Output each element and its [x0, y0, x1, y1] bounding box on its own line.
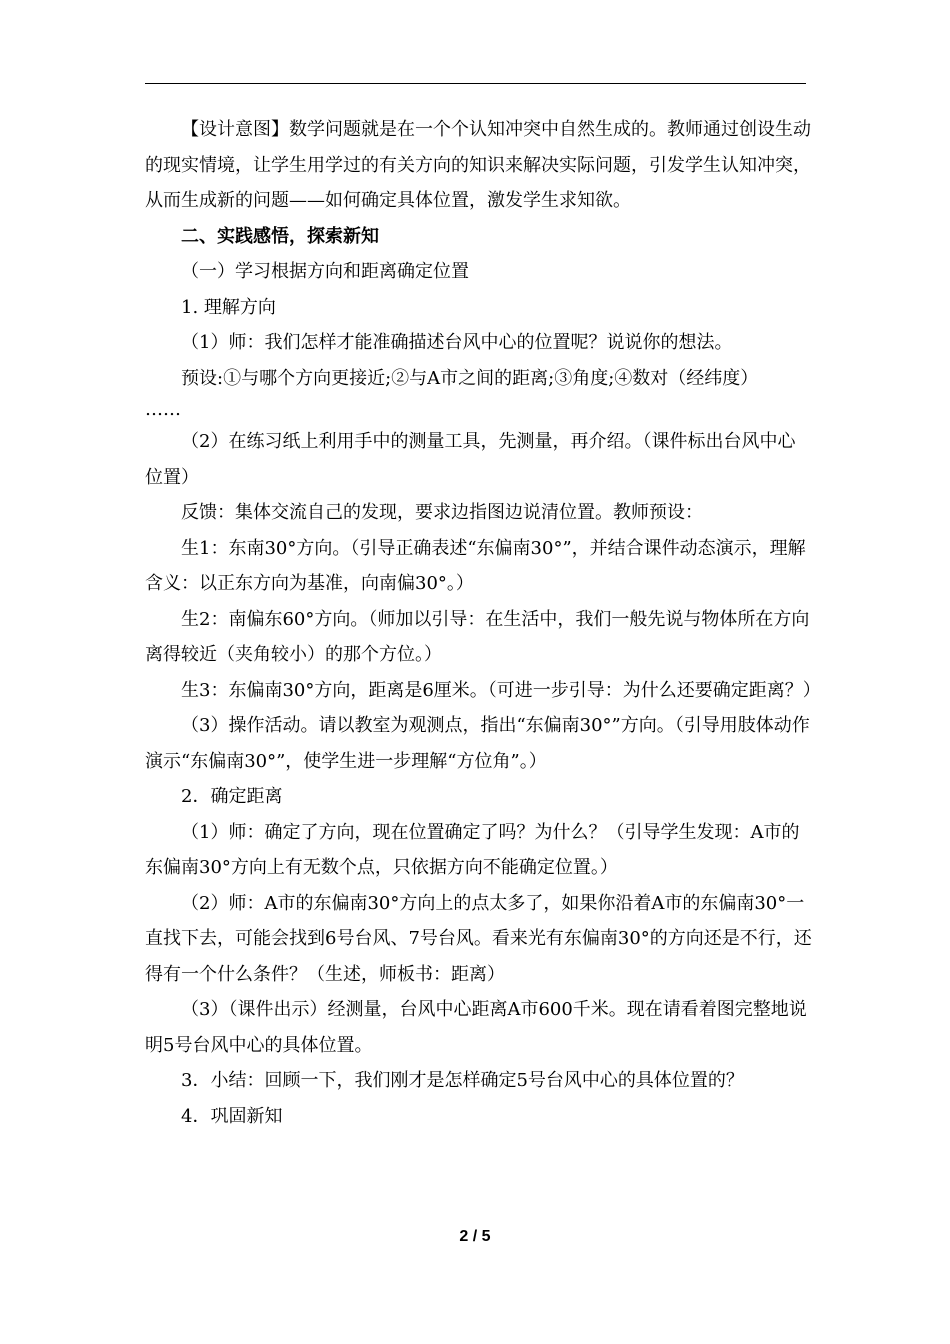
- step-heading-consolidate: 4．巩固新知: [181, 1105, 283, 1127]
- paragraph-courseware: （3）（课件出示）经测量，台风中心距离A市600千米。现在请看着图完整地说明5号台风中心的具体位置。: [145, 999, 807, 1056]
- step-heading-determine-distance: 2．确定距离: [181, 786, 283, 807]
- paragraph-measure: （2）在练习纸上利用手中的测量工具，先测量，再介绍。（课件标出台风中心位置）: [145, 431, 796, 488]
- paragraph-distance-question: （1）师：确定了方向，现在位置确定了吗？为什么？（引导学生发现：A市的东偏南30°方向上有无数个点，只依据方向不能确定位置。）: [145, 821, 800, 878]
- step-heading-understand-direction: 1. 理解方向: [181, 296, 276, 318]
- paragraph-distance-condition: （2）师：A市的东偏南30°方向上的点太多了，如果你沿着A市的东偏南30°一直找下去，可能会找到6号台风、7号台风。看来光有东偏南30°的方向还是不行，还得有一个什么条件？（生述，师板书：距离）: [145, 892, 812, 985]
- paragraph-feedback: 反馈：集体交流自己的发现，要求边指图边说清位置。教师预设：: [181, 502, 703, 523]
- paragraph-preset: 预设:①与哪个方向更接近;②与A市之间的距离;③角度;④数对（经纬度）: [181, 367, 759, 389]
- paragraph-student-3: 生3：东偏南30°方向，距离是6厘米。（可进一步引导：为什么还要确定距离？）: [181, 679, 821, 701]
- section-heading: 二、实践感悟，探索新知: [181, 225, 379, 247]
- subsection-heading: （一）学习根据方向和距离确定位置: [181, 261, 469, 282]
- paragraph-summary: 3．小结：回顾一下，我们刚才是怎样确定5号台风中心的具体位置的？: [181, 1070, 744, 1091]
- paragraph-activity: （3）操作活动。请以教室为观测点，指出“东偏南30°”方向。（引导用肢体动作演示“东偏南30°”，使学生进一步理解“方位角”。）: [145, 715, 810, 772]
- paragraph-teacher-question: （1）师：我们怎样才能准确描述台风中心的位置呢？说说你的想法。: [181, 332, 733, 353]
- paragraph-student-2: 生2：南偏东60°方向。（师加以引导：在生活中，我们一般先说与物体所在方向离得较近（夹角较小）的那个方位。）: [145, 608, 810, 665]
- paragraph-ellipsis: ……: [145, 399, 181, 420]
- design-intent-paragraph: 【设计意图】数学问题就是在一个个认知冲突中自然生成的。教师通过创设生动的现实情境，让学生用学过的有关方向的知识来解决实际问题，引发学生认知冲突，从而生成新的问题——如何确定具体位置，激发学生求知欲。: [145, 119, 811, 211]
- document-body: [145, 112, 821, 1134]
- header-rule: [145, 83, 806, 84]
- page-number: 2 / 5: [459, 1228, 491, 1245]
- paragraph-student-1: 生1：东南30°方向。（引导正确表述“东偏南30°”，并结合课件动态演示，理解含义：以正东方向为基准，向南偏30°。）: [145, 537, 806, 594]
